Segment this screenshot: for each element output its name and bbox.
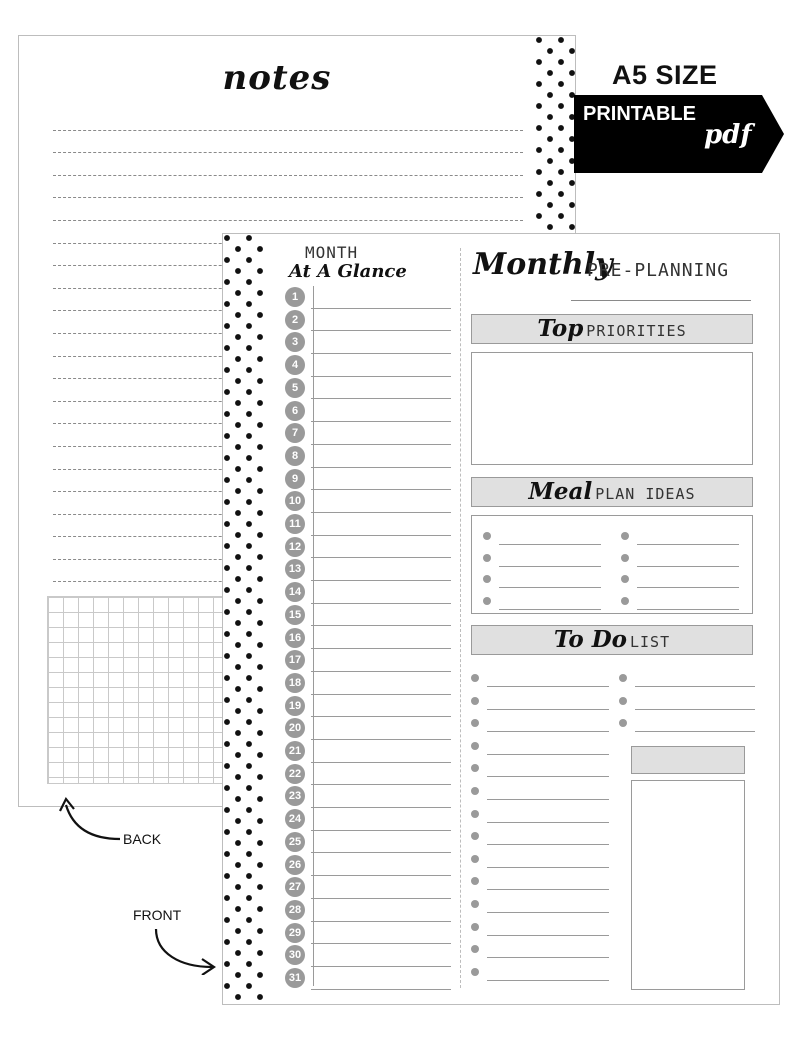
bullet-write-line xyxy=(635,709,755,710)
bullet-dot-icon xyxy=(483,532,491,540)
day-number-badge: 7 xyxy=(285,423,305,443)
month-label: MONTH xyxy=(305,243,359,262)
day-row xyxy=(285,354,451,377)
note-line xyxy=(53,176,523,199)
bullet-write-line xyxy=(637,587,739,588)
bullet-write-line xyxy=(637,609,739,610)
bullet-write-line xyxy=(487,709,609,710)
day-number-badge: 25 xyxy=(285,832,305,852)
day-number-badge: 3 xyxy=(285,332,305,352)
bullet-dot-icon xyxy=(621,597,629,605)
day-number-badge: 29 xyxy=(285,923,305,943)
bullet-dot-icon xyxy=(471,968,479,976)
day-number-badge: 14 xyxy=(285,582,305,602)
bullet-write-line xyxy=(487,867,609,868)
glance-label: At A Glance xyxy=(289,261,407,282)
day-number-badge: 20 xyxy=(285,718,305,738)
day-number-badge: 1 xyxy=(285,287,305,307)
bullet-write-line xyxy=(487,776,609,777)
day-row xyxy=(285,922,451,945)
notes-box-header xyxy=(631,746,745,774)
bullet-dot-icon xyxy=(471,855,479,863)
day-row xyxy=(285,967,451,990)
bullet-dot-icon xyxy=(471,674,479,682)
priorities-label: PRIORITIES xyxy=(586,322,687,340)
day-number-badge: 18 xyxy=(285,673,305,693)
pdf-label: pdf xyxy=(704,120,752,150)
back-label: BACK xyxy=(123,831,162,847)
day-row xyxy=(285,672,451,695)
day-row xyxy=(285,536,451,559)
bullet-dot-icon xyxy=(483,597,491,605)
day-number-badge: 11 xyxy=(285,514,305,534)
bullet-write-line xyxy=(487,957,609,958)
bullet-dot-icon xyxy=(471,719,479,727)
bullet-dot-icon xyxy=(471,742,479,750)
polka-dot-strip xyxy=(535,36,575,231)
day-row xyxy=(285,899,451,922)
top-script: Top xyxy=(537,315,584,342)
day-row xyxy=(285,695,451,718)
bullet-line xyxy=(621,569,739,589)
polka-dot-strip xyxy=(223,234,263,1004)
bullet-write-line xyxy=(637,566,739,567)
day-number-badge: 17 xyxy=(285,650,305,670)
day-row xyxy=(285,468,451,491)
bullet-dot-icon xyxy=(621,532,629,540)
bullet-dot-icon xyxy=(483,575,491,583)
day-number-badge: 15 xyxy=(285,605,305,625)
day-number-badge: 23 xyxy=(285,786,305,806)
bullet-line xyxy=(471,781,609,801)
monthly-title: Monthly xyxy=(473,247,613,282)
day-number-badge: 12 xyxy=(285,537,305,557)
bullet-line xyxy=(471,894,609,914)
bullet-write-line xyxy=(499,544,601,545)
bullet-dot-icon xyxy=(471,945,479,953)
plan-ideas-label: PLAN IDEAS xyxy=(595,485,696,503)
day-number-badge: 30 xyxy=(285,945,305,965)
title-underline xyxy=(571,300,751,301)
bullet-dot-icon xyxy=(471,900,479,908)
bullet-line xyxy=(483,591,601,611)
day-number-badge: 5 xyxy=(285,378,305,398)
day-number-badge: 9 xyxy=(285,469,305,489)
day-row xyxy=(285,627,451,650)
bullet-line xyxy=(471,668,609,688)
bullet-write-line xyxy=(487,822,609,823)
day-row xyxy=(285,309,451,332)
day-number-badge: 6 xyxy=(285,401,305,421)
front-page xyxy=(222,233,780,1005)
day-row xyxy=(285,513,451,536)
day-row xyxy=(285,490,451,513)
bullet-dot-icon xyxy=(471,877,479,885)
bullet-dot-icon xyxy=(619,697,627,705)
day-row xyxy=(285,604,451,627)
bullet-write-line xyxy=(635,731,755,732)
day-row xyxy=(285,286,451,309)
day-write-line xyxy=(311,989,451,990)
bullet-write-line xyxy=(487,754,609,755)
day-row xyxy=(285,876,451,899)
bullet-line xyxy=(471,826,609,846)
note-line xyxy=(53,153,523,176)
meal-plan-header xyxy=(471,477,753,507)
bullet-write-line xyxy=(637,544,739,545)
bullet-write-line xyxy=(499,566,601,567)
bullet-write-line xyxy=(499,587,601,588)
grid-area xyxy=(47,596,223,784)
bullet-line xyxy=(621,591,739,611)
bullet-dot-icon xyxy=(621,554,629,562)
day-number-badge: 16 xyxy=(285,628,305,648)
day-row xyxy=(285,808,451,831)
day-row xyxy=(285,377,451,400)
front-arrow-icon xyxy=(150,925,220,975)
bullet-write-line xyxy=(487,844,609,845)
day-row xyxy=(285,740,451,763)
list-label: LIST xyxy=(630,633,671,651)
bullet-line xyxy=(619,691,755,711)
notes-box xyxy=(631,780,745,990)
bullet-line xyxy=(471,939,609,959)
size-label: A5 SIZE xyxy=(612,60,718,90)
day-number-badge: 10 xyxy=(285,491,305,511)
bullet-write-line xyxy=(487,889,609,890)
preplanning-title: PRE-PLANNING xyxy=(587,260,730,281)
day-number-badge: 4 xyxy=(285,355,305,375)
todo-script: To Do xyxy=(553,626,627,653)
bullet-write-line xyxy=(487,731,609,732)
day-row xyxy=(285,785,451,808)
note-line xyxy=(53,198,523,221)
bullet-dot-icon xyxy=(471,764,479,772)
day-row xyxy=(285,400,451,423)
day-row xyxy=(285,581,451,604)
day-row xyxy=(285,649,451,672)
bullet-dot-icon xyxy=(483,554,491,562)
bullet-write-line xyxy=(487,799,609,800)
bullet-line xyxy=(471,804,609,824)
day-row xyxy=(285,763,451,786)
notes-title: notes xyxy=(222,58,332,98)
bullet-write-line xyxy=(487,686,609,687)
bullet-dot-icon xyxy=(619,719,627,727)
bullet-write-line xyxy=(635,686,755,687)
bullet-line xyxy=(619,668,755,688)
day-number-badge: 2 xyxy=(285,310,305,330)
bullet-line xyxy=(471,962,609,982)
page-divider xyxy=(460,248,461,988)
bullet-line xyxy=(471,871,609,891)
bullet-line xyxy=(483,526,601,546)
day-number-badge: 27 xyxy=(285,877,305,897)
bullet-write-line xyxy=(487,980,609,981)
bullet-line xyxy=(471,917,609,937)
day-number-badge: 22 xyxy=(285,764,305,784)
note-line xyxy=(53,108,523,131)
bullet-line xyxy=(471,691,609,711)
bullet-line xyxy=(483,569,601,589)
day-row xyxy=(285,717,451,740)
day-row xyxy=(285,422,451,445)
bullet-write-line xyxy=(487,935,609,936)
bullet-dot-icon xyxy=(471,832,479,840)
day-row xyxy=(285,331,451,354)
day-number-badge: 31 xyxy=(285,968,305,988)
day-row xyxy=(285,854,451,877)
bullet-dot-icon xyxy=(619,674,627,682)
day-number-badge: 8 xyxy=(285,446,305,466)
day-row xyxy=(285,558,451,581)
todo-header xyxy=(471,625,753,655)
day-number-badge: 28 xyxy=(285,900,305,920)
bullet-dot-icon xyxy=(471,697,479,705)
day-row xyxy=(285,944,451,967)
meal-script: Meal xyxy=(528,478,593,505)
front-label: FRONT xyxy=(133,907,182,923)
bullet-write-line xyxy=(499,609,601,610)
day-number-badge: 24 xyxy=(285,809,305,829)
day-row xyxy=(285,831,451,854)
day-number-badge: 26 xyxy=(285,855,305,875)
bullet-line xyxy=(621,526,739,546)
bullet-line xyxy=(621,548,739,568)
bullet-line xyxy=(619,713,755,733)
top-priorities-header xyxy=(471,314,753,344)
priorities-box xyxy=(471,352,753,465)
bullet-line xyxy=(483,548,601,568)
bullet-dot-icon xyxy=(471,810,479,818)
bullet-dot-icon xyxy=(471,787,479,795)
day-row xyxy=(285,445,451,468)
bullet-write-line xyxy=(487,912,609,913)
bullet-line xyxy=(471,736,609,756)
note-line xyxy=(53,131,523,154)
day-number-badge: 21 xyxy=(285,741,305,761)
bullet-line xyxy=(471,849,609,869)
back-arrow-icon xyxy=(58,795,128,845)
day-number-badge: 13 xyxy=(285,559,305,579)
printable-label: PRINTABLE xyxy=(583,103,696,125)
bullet-dot-icon xyxy=(621,575,629,583)
bullet-line xyxy=(471,758,609,778)
bullet-dot-icon xyxy=(471,923,479,931)
day-number-badge: 19 xyxy=(285,696,305,716)
bullet-line xyxy=(471,713,609,733)
